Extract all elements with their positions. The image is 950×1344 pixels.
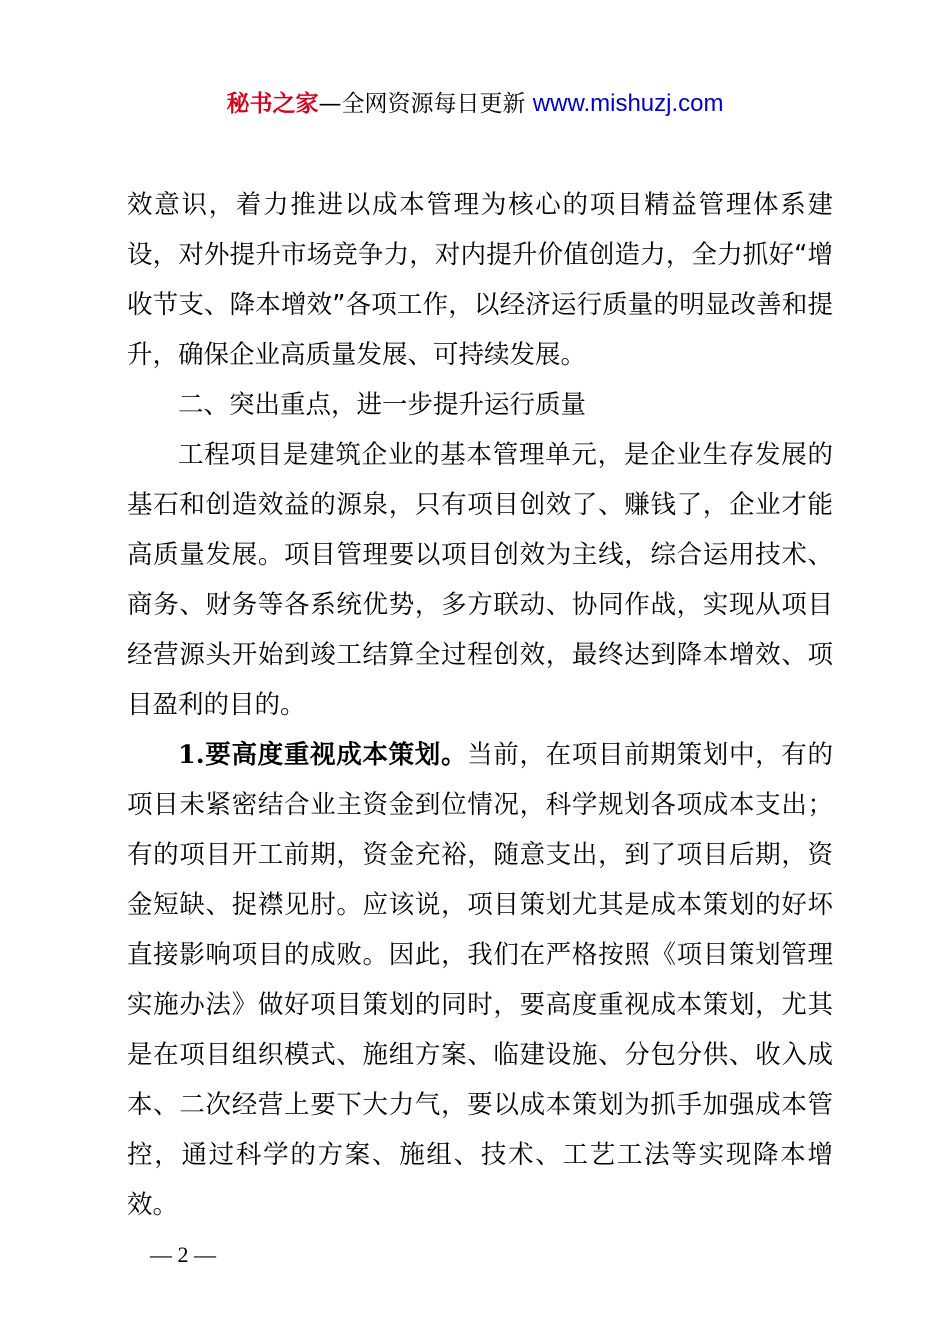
document-body (127, 180, 833, 1230)
paragraph-lead-heading: 1.要高度重视成本策划。 (178, 740, 468, 770)
header-tagline: —全网资源每日更新 (318, 91, 526, 117)
paragraph-cost-planning-text: 当前，在项目前期策划中，有的项目未紧密结合业主资金到位情况，科学规划各项成本支出；有的项目开工前期，资金充裕，随意支出，到了项目后期，资金短缺、捉襟见肘。应该说，项目策划尤其是成本策划的好坏直接影响项目的成败。因此，我们在严格按照《项目策划管理实施办法》做好项目策划的同时，要高度重视成本策划，尤其是在项目组织模式、施组方案、临建设施、分包分供、收入成本、二次经营上要下大力气，要以成本策划为抓手加强成本管控，通过科学的方案、施组、技术、工艺工法等实现降本增效。 (127, 740, 833, 1220)
paragraph-cost-planning (127, 730, 833, 1230)
brand-name: 秘书之家 (226, 91, 319, 117)
page-header (0, 88, 950, 120)
site-url-link[interactable]: www.mishuzj.com (532, 90, 724, 117)
section-heading: 二、突出重点，进一步提升运行质量 (178, 390, 587, 420)
page-number: — 2 — (150, 1242, 216, 1267)
paragraph-continued: 效意识，着力推进以成本管理为核心的项目精益管理体系建设，对外提升市场竞争力，对内提升价值创造力，全力抓好“增收节支、降本增效”各项工作，以经济运行质量的明显改善和提升，确保企业高质量发展、可持续发展。 (127, 190, 833, 370)
paragraph-project-management: 工程项目是建筑企业的基本管理单元，是企业生存发展的基石和创造效益的源泉，只有项目创效了、赚钱了，企业才能高质量发展。项目管理要以项目创效为主线，综合运用技术、商务、财务等各系统优势，多方联动、协同作战，实现从项目经营源头开始到竣工结算全过程创效，最终达到降本增效、项目盈利的目的。 (127, 440, 833, 720)
